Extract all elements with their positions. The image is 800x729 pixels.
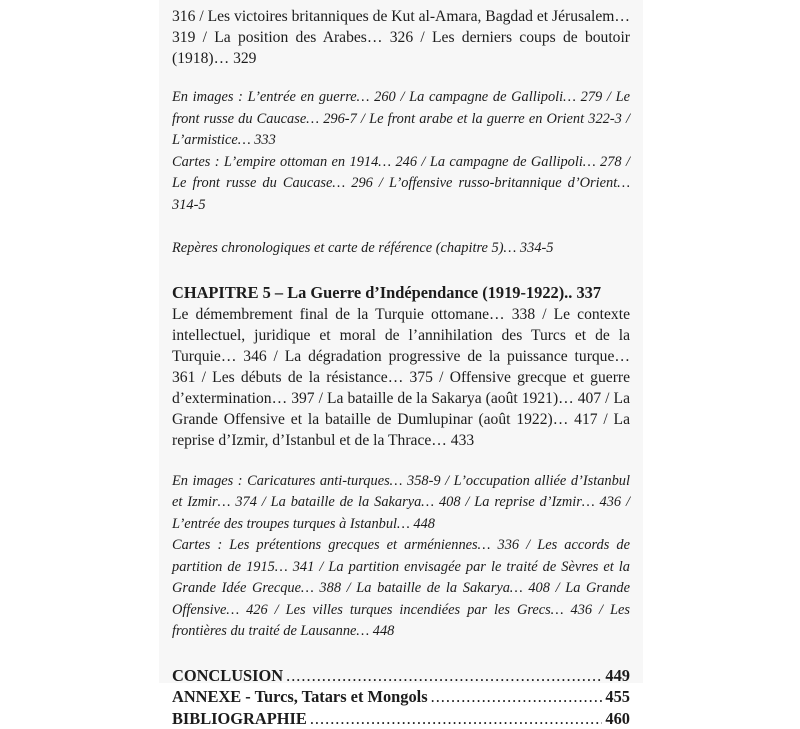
toc-entry-label: ANNEXE - Turcs, Tatars et Mongols [172, 686, 428, 708]
toc-entry-label: BIBLIOGRAPHIE [172, 708, 307, 729]
chapter4-maps-text: Cartes : L’empire ottoman en 1914… 246 / La campagne de Gallipoli… 278 / Le front russe du Caucase… 296 / L’offensive russo-britannique d’Orient… 314-5 [172, 152, 630, 217]
chapter4-images-text: En images : L’entrée en guerre… 260 / La campagne de Gallipoli… 279 / Le front russe du Caucase… 296-7 / Le front arabe et la guerre en Orient 322-3 / L’armistice… 333 [172, 87, 630, 152]
chapter5-maps-text: Cartes : Les prétentions grecques et arméniennes… 336 / Les accords de partition de 1915… 341 / La partition envisagée par le traité de Sèvres et la Grande Idée Grecque… 388 / La bataille de la Sakarya… 408 / La Grande Offensive… 426 / Les villes turques incendiées par les Grecs… 436 / Les frontières du traité de Lausanne… 448 [172, 535, 630, 643]
chronology-reference: Repères chronologiques et carte de référence (chapitre 5)… 334-5 [172, 238, 630, 260]
chapter5-sections-text: Le démembrement final de la Turquie ottomane… 338 / Le contexte intellectuel, juridique et moral de l’annihilation des Turcs et de la Turquie… 346 / La dégradation progressive de la puissance turque… 361 / Les débuts de la résistance… 375 / Offensive grecque et guerre d’extermination… 397 / La bataille de la Sakarya (août 1921)… 407 / La Grande Offensive et la bataille de Dumlupinar (août 1922)… 417 / La reprise d’Izmir, d’Istanbul et de la Thrace… 433 [172, 304, 630, 451]
toc-entry-label: CONCLUSION [172, 665, 283, 687]
toc-entry-page: 449 [605, 665, 630, 687]
leader-dots [431, 686, 603, 708]
toc-entry-page: 455 [605, 686, 630, 708]
chapter4-sections-text: 316 / Les victoires britanniques de Kut al-Amara, Bagdad et Jérusalem… 319 / La position des Arabes… 326 / Les derniers coups de boutoir (1918)… 329 [172, 6, 630, 69]
table-of-contents [172, 6, 630, 729]
toc-entry-page: 460 [605, 708, 630, 729]
toc-entry-annexe [172, 686, 630, 708]
chapter5-images-text: En images : Caricatures anti-turques… 358-9 / L’occupation alliée d’Istanbul et Izmir… 374 / La bataille de la Sakarya… 408 / La reprise d’Izmir… 436 / L’entrée des troupes turques à Istanbul… 448 [172, 471, 630, 536]
chapter5-title: CHAPITRE 5 – La Guerre d’Indépendance (1919-1922).. 337 [172, 282, 630, 304]
toc-entry-bibliographie [172, 708, 630, 729]
leader-dots [310, 708, 603, 729]
